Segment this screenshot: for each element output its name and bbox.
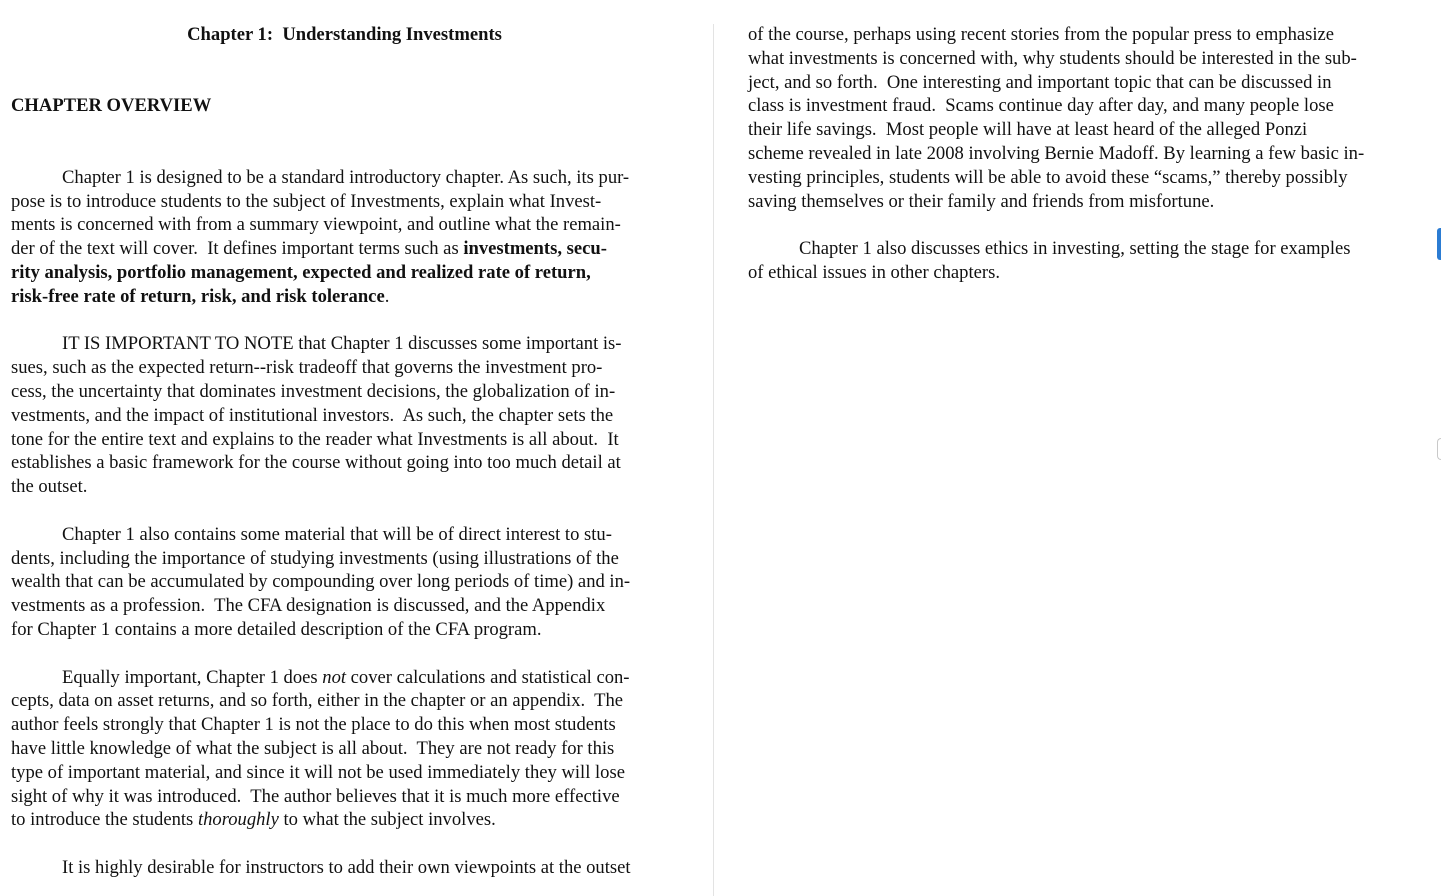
text-line: their life savings. Most people will have at least heard of the alleged Ponzi	[748, 119, 1308, 141]
text-line: pose is to introduce students to the subject of Investments, explain what Invest-	[11, 190, 602, 212]
chapter-title: Chapter 1: Understanding Investments	[187, 24, 502, 45]
page-edge-marker[interactable]	[1437, 228, 1441, 260]
text-line: scheme revealed in late 2008 involving Bernie Madoff. By learning a few basic in-	[748, 142, 1365, 164]
paragraph-important-note	[11, 332, 683, 499]
text-line: tone for the entire text and explains to the reader what Investments is all about. It	[11, 428, 619, 450]
text-line: dents, including the importance of studying investments (using illustrations of the	[11, 547, 619, 569]
text-run: to introduce the students	[11, 809, 198, 831]
text-line: cess, the uncertainty that dominates investment decisions, the globalization of in-	[11, 380, 616, 402]
text-line: have little knowledge of what the subject is all about. They are not ready for this	[11, 737, 615, 759]
text-line: for Chapter 1 contains a more detailed description of the CFA program.	[11, 618, 542, 640]
text-run: to what the subject involves.	[278, 809, 496, 831]
text-line: vesting principles, students will be able to avoid these “scams,” thereby possibly	[748, 166, 1348, 188]
text-run: .	[384, 285, 390, 307]
key-terms-line: rity analysis, portfolio management, expected and realized rate of return,	[11, 261, 591, 283]
text-line: saving themselves or their family and friends from misfortune.	[748, 190, 1215, 212]
text-line: Chapter 1 also discusses ethics in investing, setting the stage for examples	[799, 238, 1351, 260]
text-line: Chapter 1 is designed to be a standard introductory chapter. As such, its pur-	[62, 166, 630, 188]
text-line: sight of why it was introduced. The author believes that it is much more effective	[11, 785, 620, 807]
column-divider	[713, 24, 714, 896]
text-line: author feels strongly that Chapter 1 is not the place to do this when most students	[11, 714, 616, 736]
paragraph-instructor-viewpoints	[11, 856, 683, 880]
text-run: der of the text will cover. It defines important terms such as	[11, 238, 464, 260]
text-line: It is highly desirable for instructors to add their own viewpoints at the outset	[62, 856, 631, 878]
text-line: sues, such as the expected return--risk tradeoff that governs the investment pro-	[11, 357, 603, 379]
key-term: investments, secu-	[463, 238, 607, 260]
paragraph-student-interest	[11, 523, 683, 642]
text-line: Chapter 1 also contains some material that will be of direct interest to stu-	[62, 523, 612, 545]
text-line: what investments is concerned with, why students should be interested in the sub-	[748, 47, 1357, 69]
text-line: vestments as a profession. The CFA designation is discussed, and the Appendix	[11, 595, 606, 617]
text-run: Equally important, Chapter 1 does	[62, 666, 323, 688]
text-line	[11, 808, 683, 832]
paragraph-ethics	[748, 237, 1416, 285]
key-term: risk-free rate of return, risk, and risk tolerance	[11, 285, 385, 307]
text-line: ments is concerned with from a summary viewpoint, and outline what the remain-	[11, 214, 621, 236]
text-line: of ethical issues in other chapters.	[748, 261, 1000, 283]
text-line: IT IS IMPORTANT TO NOTE that Chapter 1 discusses some important is-	[62, 333, 622, 355]
right-page-column	[748, 23, 1416, 285]
text-line: wealth that can be accumulated by compounding over long periods of time) and in-	[11, 571, 631, 593]
text-line	[11, 237, 683, 261]
left-page-column	[11, 23, 683, 880]
emphasis: thoroughly	[197, 809, 279, 831]
paragraph-instructor-viewpoints-continued	[748, 23, 1416, 213]
section-heading: CHAPTER OVERVIEW	[11, 95, 212, 117]
text-line: vestments, and the impact of institutional investors. As such, the chapter sets the	[11, 404, 614, 426]
text-line	[11, 285, 683, 309]
text-line: class is investment fraud. Scams continue day after day, and many people lose	[748, 95, 1334, 117]
text-line: cepts, data on asset returns, and so forth, either in the chapter or an appendix. The	[11, 690, 624, 712]
text-line: the outset.	[11, 476, 88, 498]
text-line: type of important material, and since it will not be used immediately they will lose	[11, 761, 625, 783]
text-line: of the course, perhaps using recent stories from the popular press to emphasize	[748, 24, 1335, 45]
text-run: cover calculations and statistical con-	[346, 666, 630, 688]
paragraph-equally-important	[11, 666, 683, 833]
page-edge-handle[interactable]	[1437, 438, 1441, 460]
paragraph-intro	[11, 166, 683, 309]
text-line	[11, 666, 683, 690]
emphasis: not	[322, 666, 347, 688]
text-line: ject, and so forth. One interesting and important topic that can be discussed in	[748, 71, 1332, 93]
text-line: establishes a basic framework for the course without going into too much detail at	[11, 452, 621, 474]
